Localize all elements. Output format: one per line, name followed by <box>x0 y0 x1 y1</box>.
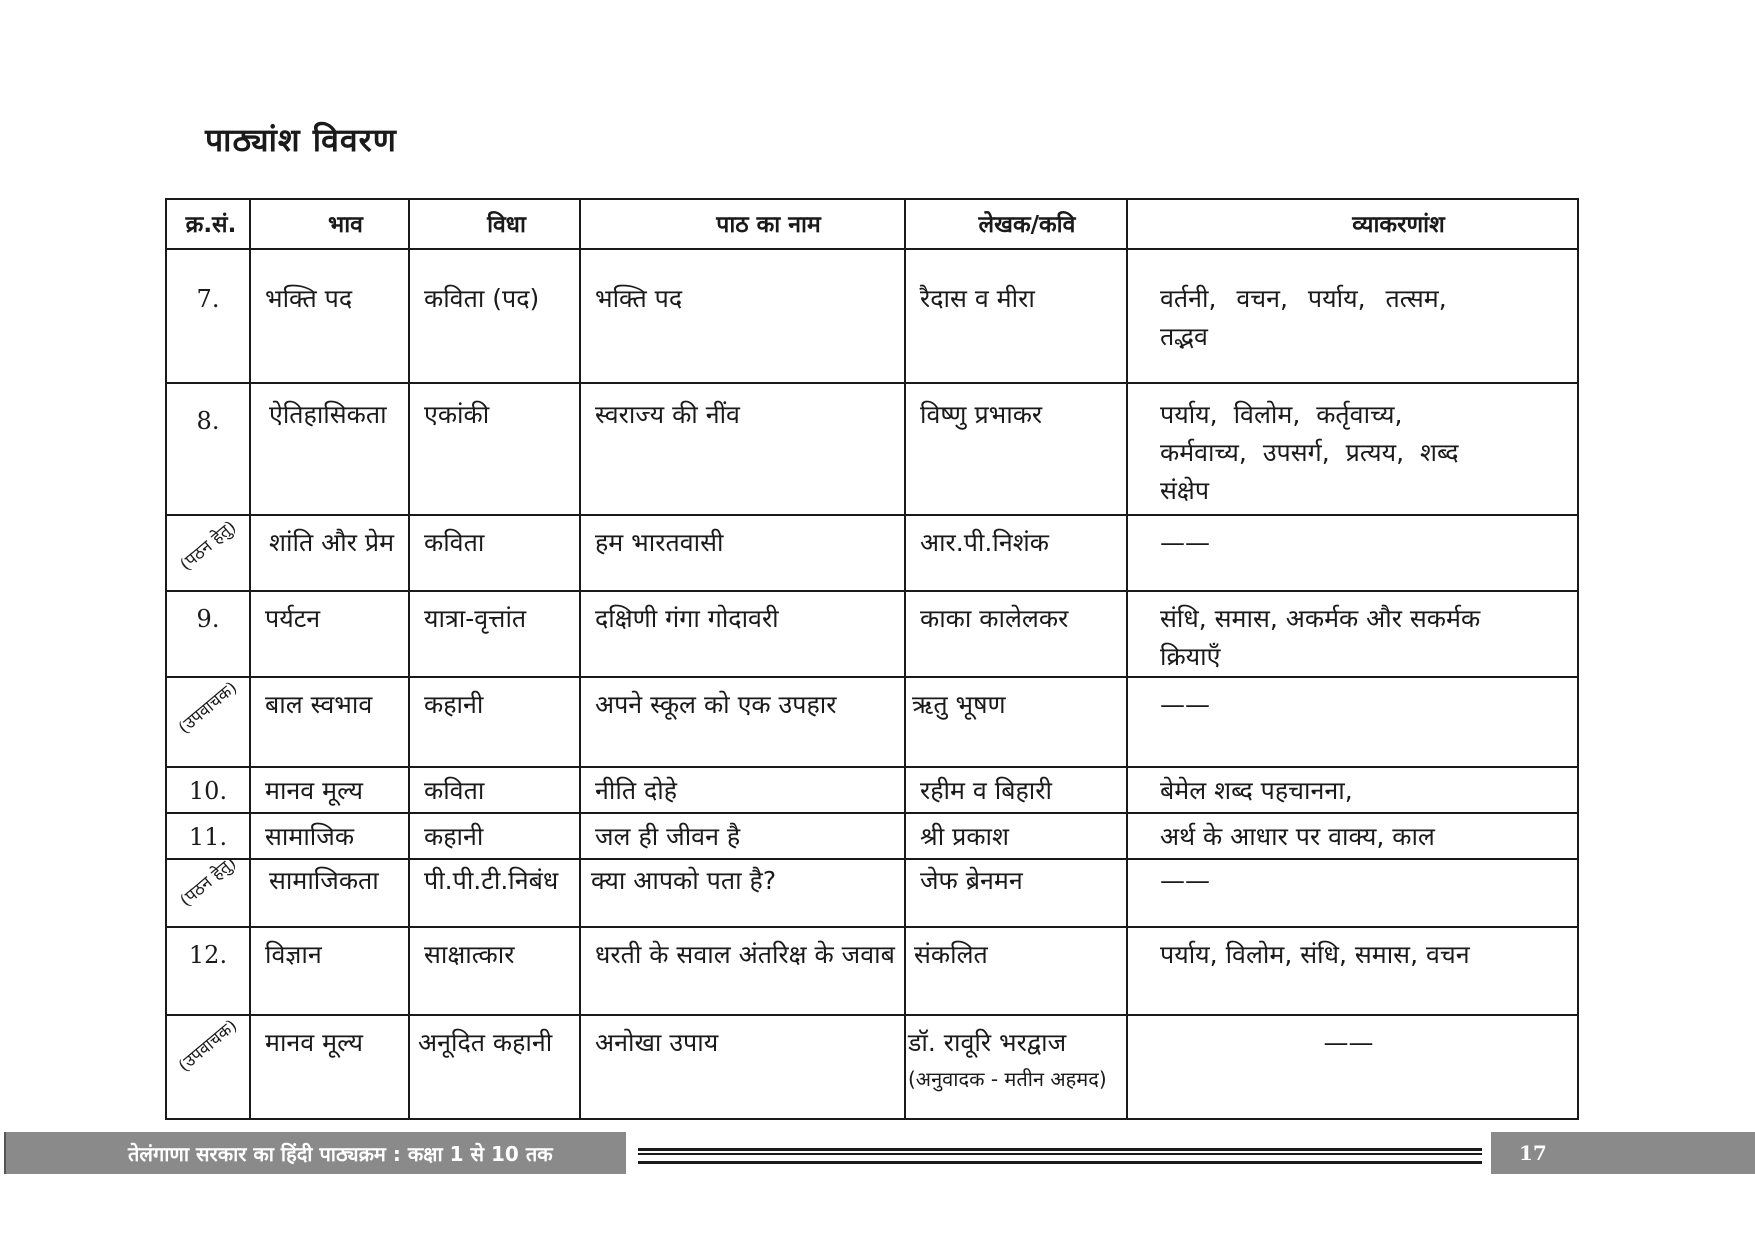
serial-cell <box>166 853 250 927</box>
table-row <box>166 767 1578 813</box>
table-row <box>166 515 1578 591</box>
vyakaran-cell: —— <box>1127 859 1578 927</box>
vidha-cell: पी.पी.टी.निबंध <box>409 859 580 927</box>
lekhak-cell: आर.पी.निशंक <box>905 515 1127 591</box>
lekhak-name: डॉ. रावूरि भरद्वाज <box>908 1028 1067 1057</box>
path-cell: दक्षिणी गंगा गोदावरी <box>580 591 905 677</box>
bhav-cell: विज्ञान <box>250 927 409 1015</box>
serial-cell: 9. <box>166 591 250 677</box>
table-row <box>166 859 1578 927</box>
footer-rule <box>638 1148 1482 1164</box>
bhav-cell: सामाजिकता <box>250 859 409 927</box>
vidha-cell: कविता <box>409 767 580 813</box>
lekhak-cell: ऋतु भूषण <box>905 677 1127 767</box>
header-vidha: विधा <box>409 199 580 249</box>
vyakaran-cell: पर्याय, विलोम, संधि, समास, वचन <box>1127 927 1578 1015</box>
vyakaran-cell: —— <box>1127 677 1578 767</box>
pathan-hetu-label: (पठन हेतु) <box>176 517 240 575</box>
vyakaran-cell: संधि, समास, अकर्मक और सकर्मक क्रियाएँ <box>1127 591 1578 677</box>
table-row <box>166 677 1578 767</box>
serial-cell: 10. <box>166 767 250 813</box>
bhav-cell: पर्यटन <box>250 591 409 677</box>
header-path-name: पाठ का नाम <box>580 199 905 249</box>
path-cell: अनोखा उपाय <box>580 1015 905 1119</box>
path-cell: जल ही जीवन है <box>580 813 905 859</box>
bhav-cell: ऐतिहासिकता <box>250 383 409 515</box>
vyakaran-cell: वर्तनी, वचन, पर्याय, तत्सम, तद्भव <box>1127 249 1578 383</box>
vyakaran-cell: —— <box>1127 1015 1578 1119</box>
vyakaran-cell: अर्थ के आधार पर वाक्य, काल <box>1127 813 1578 859</box>
serial-cell: 11. <box>166 813 250 859</box>
header-bhav: भाव <box>250 199 409 249</box>
path-cell: धरती के सवाल अंतरिक्ष के जवाब <box>580 927 905 1015</box>
path-cell: स्वराज्य की नींव <box>580 383 905 515</box>
path-cell: नीति दोहे <box>580 767 905 813</box>
bhav-cell: सामाजिक <box>250 813 409 859</box>
table-row <box>166 1015 1578 1119</box>
lekhak-cell <box>905 1015 1127 1119</box>
lekhak-cell: विष्णु प्रभाकर <box>905 383 1127 515</box>
lekhak-cell: रैदास व मीरा <box>905 249 1127 383</box>
footer-title: तेलंगाणा सरकार का हिंदी पाठ्यक्रम : कक्षा 1 से 10 तक <box>128 1142 553 1166</box>
upvachak-label: (उपवाचक) <box>174 677 242 739</box>
bhav-cell: मानव मूल्य <box>250 767 409 813</box>
vidha-cell: कविता <box>409 515 580 591</box>
vidha-cell: कहानी <box>409 813 580 859</box>
path-cell: क्या आपको पता है? <box>580 859 905 927</box>
serial-cell: 8. <box>166 383 250 515</box>
vidha-cell: यात्रा-वृत्तांत <box>409 591 580 677</box>
path-cell: भक्ति पद <box>580 249 905 383</box>
table-row <box>166 249 1578 383</box>
table-row <box>166 591 1578 677</box>
serial-cell <box>166 1015 250 1119</box>
footer-title-bar <box>0 1132 626 1174</box>
bhav-cell: शांति और प्रेम <box>250 515 409 591</box>
path-cell: हम भारतवासी <box>580 515 905 591</box>
header-lekhak: लेखक/कवि <box>905 199 1127 249</box>
path-cell: अपने स्कूल को एक उपहार <box>580 677 905 767</box>
vidha-cell: कविता (पद) <box>409 249 580 383</box>
upvachak-label: (उपवाचक) <box>174 1015 242 1077</box>
lekhak-cell: संकलित <box>905 927 1127 1015</box>
vyakaran-cell: पर्याय, विलोम, कर्तृवाच्य, कर्मवाच्य, उपसर्ग, प्रत्यय, शब्द संक्षेप <box>1127 383 1578 515</box>
serial-cell <box>166 677 250 767</box>
table-row <box>166 813 1578 859</box>
syllabus-table <box>165 198 1579 1120</box>
vyakaran-cell: बेमेल शब्द पहचानना, <box>1127 767 1578 813</box>
vidha-cell: अनूदित कहानी <box>409 1015 580 1119</box>
bhav-cell: मानव मूल्य <box>250 1015 409 1119</box>
lekhak-cell: काका कालेलकर <box>905 591 1127 677</box>
page-number: 17 <box>1519 1141 1547 1165</box>
serial-cell: 12. <box>166 927 250 1015</box>
lekhak-cell: श्री प्रकाश <box>905 813 1127 859</box>
pathan-hetu-label: (पठन हेतु) <box>176 853 240 911</box>
vidha-cell: कहानी <box>409 677 580 767</box>
lekhak-cell: जेफ ब्रेनमन <box>905 859 1127 927</box>
table-row <box>166 383 1578 515</box>
page-number-bar <box>1491 1132 1755 1174</box>
vidha-cell: एकांकी <box>409 383 580 515</box>
serial-cell: 7. <box>166 249 250 383</box>
translator-note: (अनुवादक - मतीन अहमद) <box>908 1067 1107 1091</box>
bhav-cell: बाल स्वभाव <box>250 677 409 767</box>
header-vyakaran: व्याकरणांश <box>1127 199 1578 249</box>
lekhak-cell: रहीम व बिहारी <box>905 767 1127 813</box>
page-title: पाठ्यांश विवरण <box>205 121 397 159</box>
vidha-cell: साक्षात्कार <box>409 927 580 1015</box>
header-serial: क्र.सं. <box>166 199 250 249</box>
vyakaran-cell: —— <box>1127 515 1578 591</box>
footer-edge-strip <box>0 1132 6 1174</box>
table-header-row <box>166 199 1578 249</box>
table-row <box>166 927 1578 1015</box>
bhav-cell: भक्ति पद <box>250 249 409 383</box>
serial-cell <box>166 515 250 591</box>
